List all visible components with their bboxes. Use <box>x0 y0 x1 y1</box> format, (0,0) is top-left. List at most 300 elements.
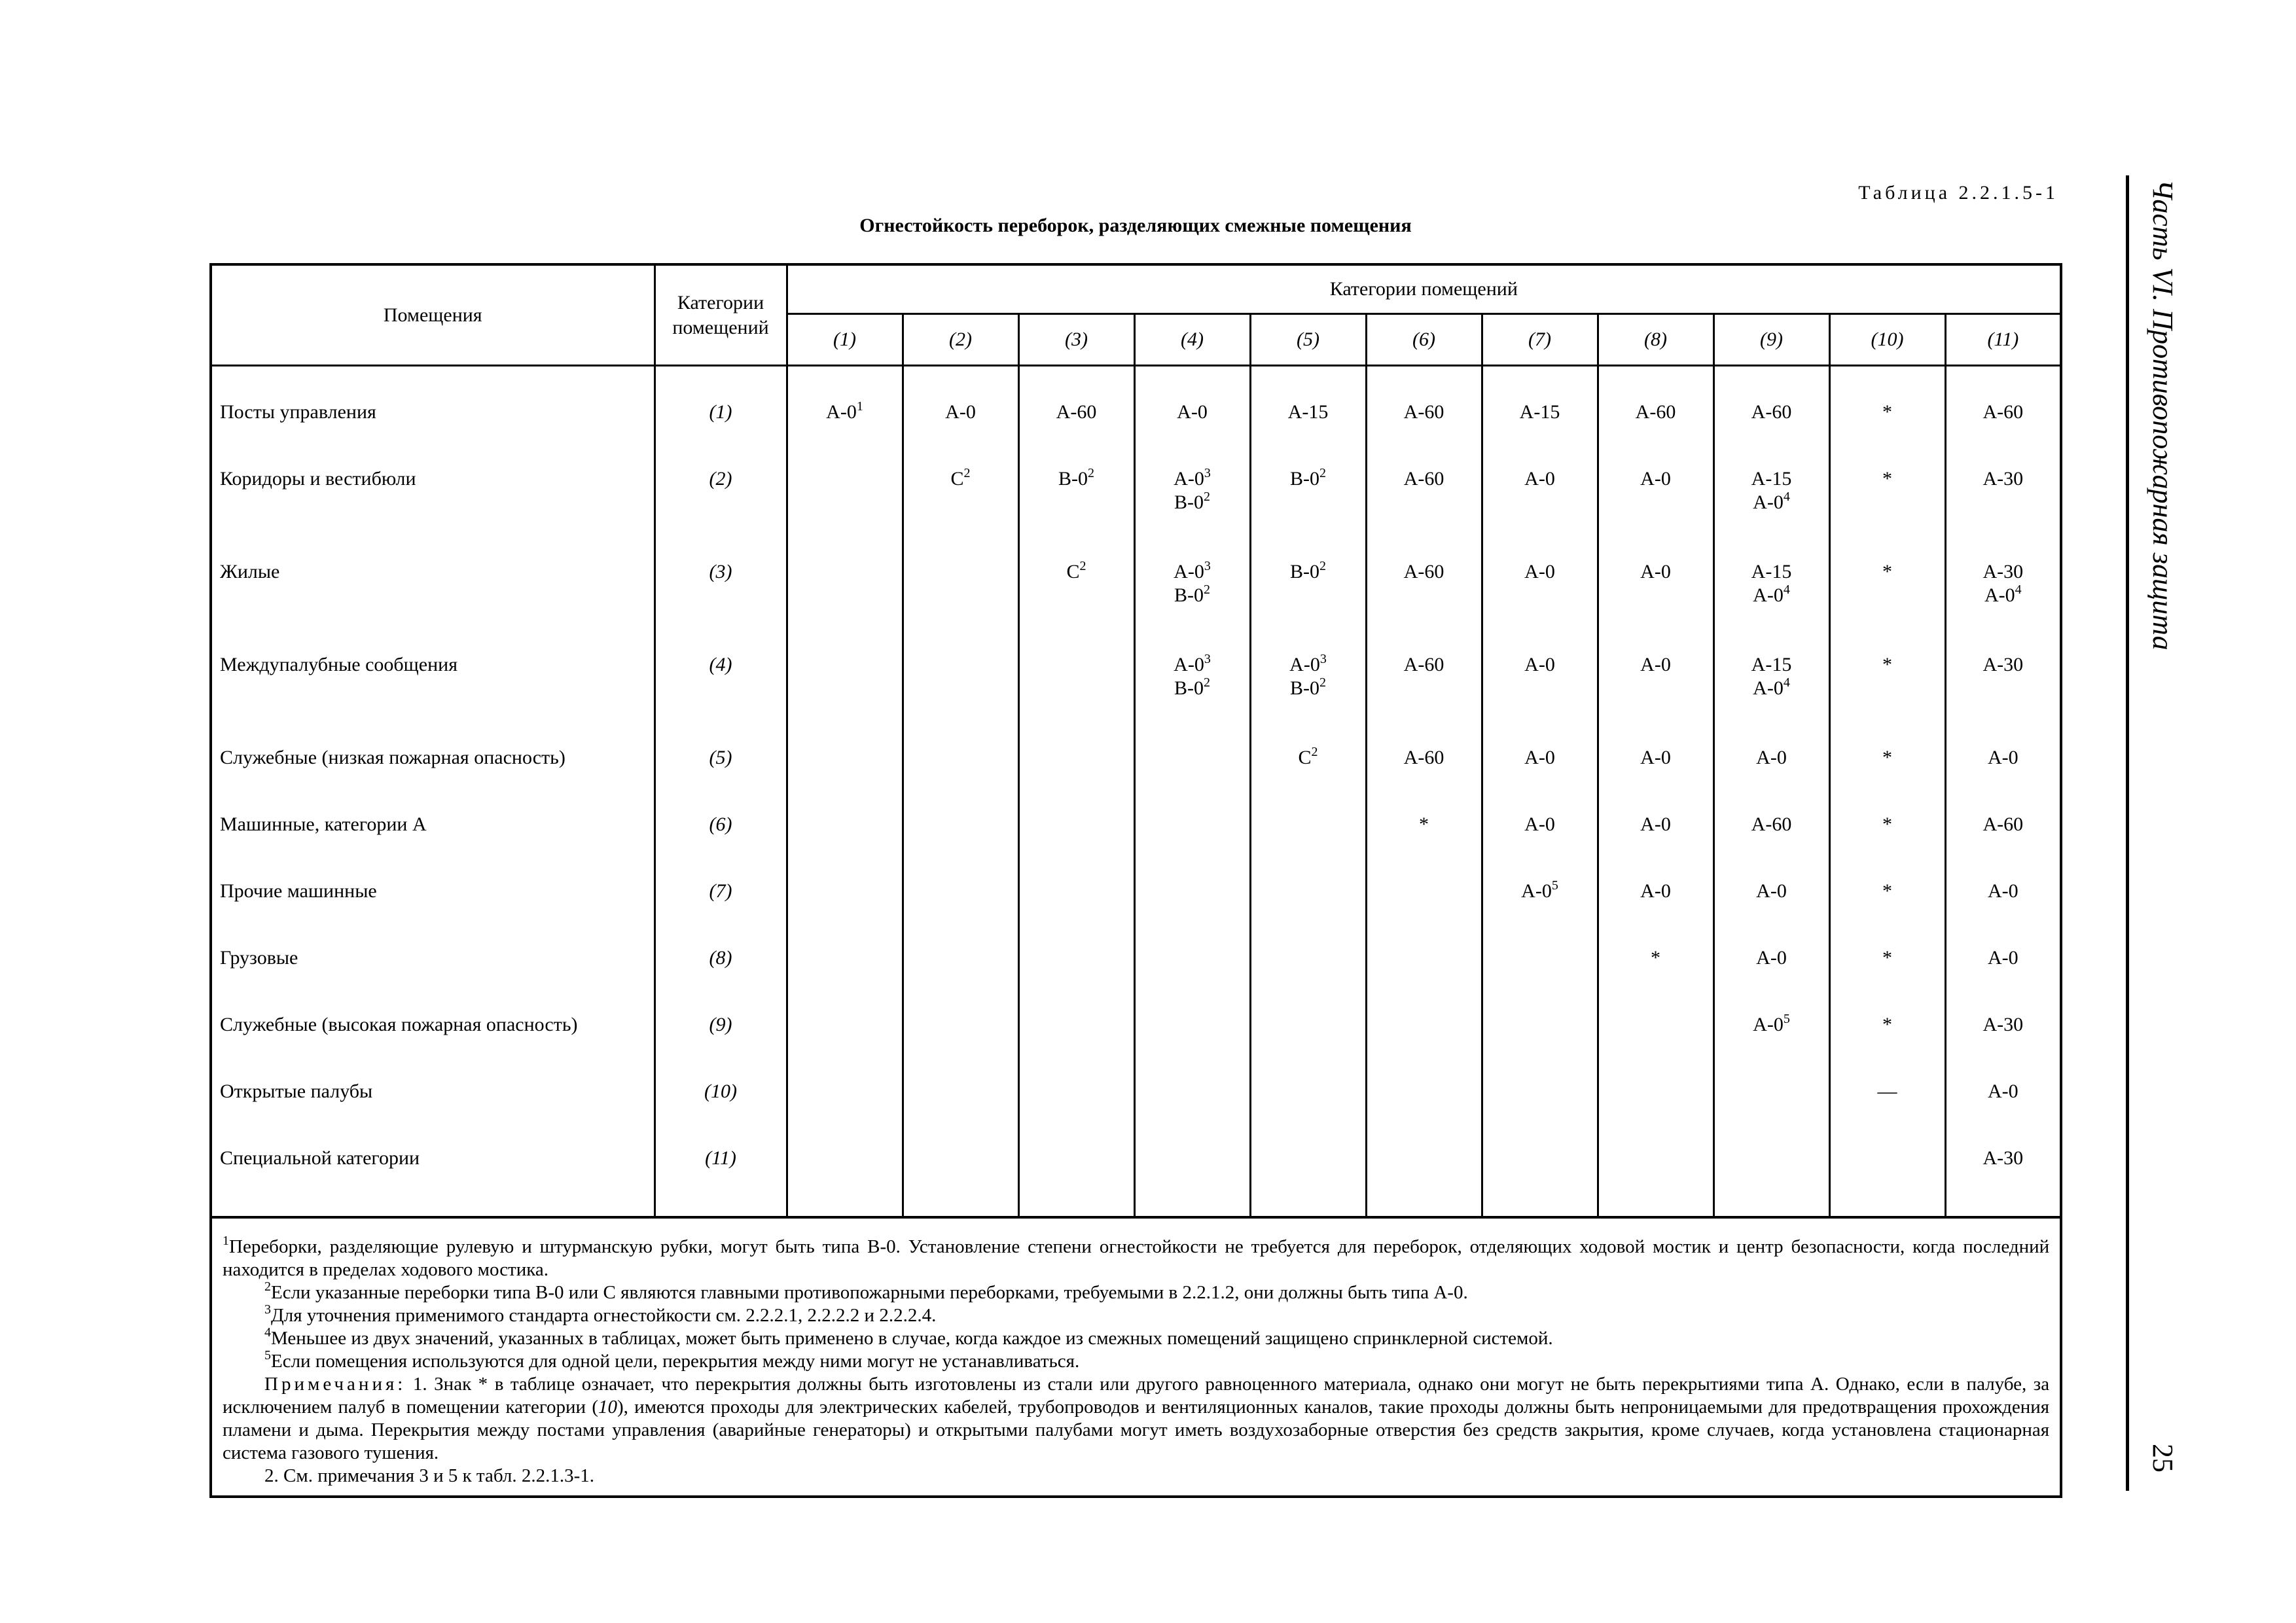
cell-value: * <box>1419 813 1429 835</box>
table-cell <box>1250 546 1366 639</box>
cell-value: * <box>1882 813 1892 835</box>
table-cell <box>1134 932 1250 999</box>
footnote-ref: 5 <box>1783 1012 1790 1026</box>
cell-value-line <box>1020 467 1134 491</box>
cell-value-line <box>1599 401 1713 424</box>
column-header: (3) <box>1018 314 1134 366</box>
column-header: (9) <box>1713 314 1829 366</box>
cell-value: А-30 <box>1982 654 2024 675</box>
table-cell <box>1713 865 1829 932</box>
room-name: Междупалубные сообщения <box>211 639 655 732</box>
table-cell <box>1018 1132 1134 1217</box>
cell-value: А-60 <box>1982 813 2024 835</box>
table-cell <box>1134 865 1250 932</box>
footnote-ref: 2 <box>1319 559 1326 573</box>
table-cell <box>1250 932 1366 999</box>
cell-value: А-30 <box>1982 561 2024 582</box>
table-cell <box>1018 639 1134 732</box>
table-cell <box>1366 798 1482 865</box>
cell-value: А-0 <box>1289 654 1320 675</box>
cell-value: В-0 <box>1174 584 1204 606</box>
table-cell <box>1598 546 1713 639</box>
table-cell <box>1134 546 1250 639</box>
table-cell <box>1713 1065 1829 1132</box>
column-header: (11) <box>1945 314 2061 366</box>
table-cell <box>1482 366 1598 454</box>
table-cell <box>1598 999 1713 1065</box>
cell-value: С <box>1298 747 1312 768</box>
footnote-ref: 1 <box>856 399 863 414</box>
cell-value: А-0 <box>1640 747 1671 768</box>
cell-value-line <box>1715 746 1829 770</box>
table-cell <box>787 1132 903 1217</box>
table-cell <box>903 732 1018 798</box>
cell-value-line <box>904 467 1018 491</box>
footnote-1-mark: 1 <box>223 1234 229 1248</box>
cell-value: А-60 <box>1403 747 1444 768</box>
cell-value: А-15 <box>1287 401 1329 423</box>
cell-value: А-0 <box>1524 561 1555 582</box>
cell-value-line <box>1715 653 1829 677</box>
room-name: Служебные (высокая пожарная опасность) <box>211 999 655 1065</box>
cell-value: А-0 <box>1174 561 1204 582</box>
table-cell <box>1482 932 1598 999</box>
column-header: (4) <box>1134 314 1250 366</box>
table-cell <box>1134 1065 1250 1132</box>
cell-value: А-60 <box>1056 401 1097 423</box>
footnote-ref: 2 <box>1319 466 1326 480</box>
footnote-ref: 5 <box>1551 878 1558 893</box>
cell-value-line <box>1946 560 2060 584</box>
cell-value: А-0 <box>1640 468 1671 490</box>
table-cell <box>1482 865 1598 932</box>
footnote-4 <box>223 1327 2049 1350</box>
footnote-ref: 3 <box>1319 652 1327 666</box>
header-categories-group: Категории помещений <box>787 264 2061 314</box>
table-cell <box>1018 1065 1134 1132</box>
table-cell <box>1366 639 1482 732</box>
column-header: (10) <box>1829 314 1945 366</box>
cell-value-line <box>1946 1080 2060 1103</box>
running-header <box>2132 175 2185 651</box>
cell-value-line <box>1946 401 2060 424</box>
cell-value: А-60 <box>1751 813 1792 835</box>
cell-value-line <box>1367 467 1481 491</box>
cell-value-line <box>1946 653 2060 677</box>
column-header: (5) <box>1250 314 1366 366</box>
table-cell <box>1598 732 1713 798</box>
table-cell <box>1250 1065 1366 1132</box>
table-cell <box>1482 546 1598 639</box>
side-rule <box>2126 175 2129 1491</box>
cell-value: А-60 <box>1751 401 1792 423</box>
cell-value-line <box>1715 1013 1829 1037</box>
cell-value: А-30 <box>1982 1014 2024 1035</box>
cell-value: А-0 <box>1524 468 1555 490</box>
remark-1-part-b: ), имеются проходы для электрических кабелей, трубопроводов и вентиляционных каналов, такие проходы должны быть непроницаемыми для предотвращения прохождения пламени и дыма. Перекрытия между постами управления (аварийные генераторы) и открытыми палубами могут иметь воздухозаборные отверстия без средств закрытия, кроме случаев, когда установлена стационарная система газового тушения. <box>223 1397 2050 1463</box>
table-cell <box>1713 1132 1829 1217</box>
cell-value-line <box>1136 677 1249 700</box>
cell-value-line <box>1946 584 2060 607</box>
footnote-ref: 4 <box>2015 582 2022 597</box>
cell-value: * <box>1882 468 1892 490</box>
table-cell <box>903 639 1018 732</box>
cell-value-line <box>1136 560 1249 584</box>
cell-value: В-0 <box>1290 561 1319 582</box>
cell-value-line <box>1251 401 1365 424</box>
table-cell <box>1945 865 2061 932</box>
cell-value-line <box>1946 467 2060 491</box>
room-category: (11) <box>655 1132 787 1217</box>
table-cell <box>1598 1065 1713 1132</box>
table-cell <box>1713 798 1829 865</box>
room-name: Жилые <box>211 546 655 639</box>
footnote-2-text: Если указанные переборки типа В-0 или С являются главными противопожарными переборками, требуемыми в 2.2.1.2, они должны быть типа А-0. <box>271 1282 1468 1303</box>
remark-1-part-a: 1. Знак * в таблице означает, что перекрытия должны быть изготовлены из стали или другого равноценного материала, однако они могут не быть перекрытиями типа А. Однако, если в палубе, за исключением палуб в помещении категории ( <box>223 1374 2050 1418</box>
footnote-ref: 4 <box>1783 490 1790 504</box>
table-cell <box>1250 639 1366 732</box>
table-row <box>211 1065 2061 1132</box>
table-cell <box>1713 546 1829 639</box>
table-cell <box>1366 366 1482 454</box>
column-header: (1) <box>787 314 903 366</box>
table-cell <box>1713 366 1829 454</box>
cell-value-line <box>1715 584 1829 607</box>
table-cell <box>1829 865 1945 932</box>
table-cell <box>1366 1065 1482 1132</box>
table-cell <box>1829 1065 1945 1132</box>
column-header: (2) <box>903 314 1018 366</box>
cell-value-line <box>1367 560 1481 584</box>
room-name: Служебные (низкая пожарная опасность) <box>211 732 655 798</box>
table-cell <box>787 932 903 999</box>
cell-value-line <box>1831 467 1945 491</box>
header-rooms: Помещения <box>211 264 655 366</box>
cell-value-line <box>1483 401 1597 424</box>
table-row <box>211 999 2061 1065</box>
cell-value: А-0 <box>1524 747 1555 768</box>
table-cell <box>787 453 903 546</box>
room-category: (2) <box>655 453 787 546</box>
table-cell <box>1598 639 1713 732</box>
remark-2: 2. См. примечания 3 и 5 к табл. 2.2.1.3-1. <box>264 1465 594 1486</box>
table-cell <box>1134 639 1250 732</box>
footnote-3 <box>223 1304 2049 1327</box>
room-name: Коридоры и вестибюли <box>211 453 655 546</box>
table-cell <box>1018 865 1134 932</box>
cell-value: А-0 <box>1987 947 2018 969</box>
table-cell <box>787 639 903 732</box>
cell-value: А-0 <box>826 401 857 423</box>
cell-value-line <box>1020 560 1134 584</box>
table-cell <box>1482 999 1598 1065</box>
column-header: (8) <box>1598 314 1713 366</box>
cell-value-line <box>1946 746 2060 770</box>
header-room-category <box>655 264 787 366</box>
table-cell <box>1134 1132 1250 1217</box>
page-number-text: 25 <box>2147 1444 2179 1472</box>
cell-value-line <box>1367 653 1481 677</box>
table-cell <box>1134 999 1250 1065</box>
table-cell <box>1945 546 2061 639</box>
column-header: (7) <box>1482 314 1598 366</box>
cell-value-line <box>1599 560 1713 584</box>
cell-value: А-0 <box>1640 880 1671 902</box>
table-cell <box>1482 1132 1598 1217</box>
table-cell <box>1134 798 1250 865</box>
table-cell <box>787 999 903 1065</box>
cell-value: * <box>1882 1014 1892 1035</box>
table-cell <box>1018 366 1134 454</box>
footnote-2-mark: 2 <box>264 1279 271 1294</box>
footnote-ref: 4 <box>1783 582 1790 597</box>
table-row <box>211 932 2061 999</box>
room-category: (10) <box>655 1065 787 1132</box>
table-cell <box>1018 453 1134 546</box>
footnote-ref: 2 <box>1204 675 1210 690</box>
table-cell <box>1250 453 1366 546</box>
cell-value: С <box>950 468 964 490</box>
table-cell <box>903 366 1018 454</box>
footnote-ref: 2 <box>1088 466 1094 480</box>
cell-value-line <box>1715 467 1829 491</box>
cell-value: * <box>1882 947 1892 969</box>
table-cell <box>903 798 1018 865</box>
cell-value: А-60 <box>1403 401 1444 423</box>
cell-value-line <box>1831 746 1945 770</box>
room-category: (1) <box>655 366 787 454</box>
cell-value: А-0 <box>945 401 976 423</box>
cell-value: А-0 <box>1174 468 1204 490</box>
cell-value-line <box>1251 467 1365 491</box>
table-cell <box>1018 546 1134 639</box>
table-cell <box>787 732 903 798</box>
cell-value-line <box>1946 880 2060 903</box>
table-cell <box>1250 732 1366 798</box>
cell-value-line <box>1251 746 1365 770</box>
cell-value: А-0 <box>1753 491 1784 513</box>
room-name: Грузовые <box>211 932 655 999</box>
cell-value-line <box>1136 653 1249 677</box>
footnote-5-text: Если помещения используются для одной цели, перекрытия между ними могут не устанавливаться. <box>271 1351 1080 1372</box>
cell-value-line <box>1599 467 1713 491</box>
cell-value-line <box>1483 467 1597 491</box>
table-cell <box>1598 798 1713 865</box>
header-room-category-line1: Категории <box>677 291 764 313</box>
cell-value-line <box>1136 401 1249 424</box>
cell-value: А-15 <box>1751 654 1792 675</box>
footnote-2 <box>223 1281 2049 1304</box>
footnote-ref: 2 <box>1079 559 1086 573</box>
cell-value-line <box>1715 491 1829 514</box>
table-cell <box>1598 366 1713 454</box>
cell-value: А-0 <box>1987 1080 2018 1102</box>
cell-value-line <box>1367 813 1481 836</box>
cell-value-line <box>1946 813 2060 836</box>
table-cell <box>1713 639 1829 732</box>
cell-value-line <box>1715 880 1829 903</box>
cell-value: А-0 <box>1756 747 1787 768</box>
table-cell <box>1829 546 1945 639</box>
cell-value-line <box>1831 1080 1945 1103</box>
footnote-ref: 3 <box>1204 652 1211 666</box>
table-number: Таблица 2.2.1.5-1 <box>1858 182 2058 204</box>
cell-value-line <box>1599 653 1713 677</box>
cell-value-line <box>1483 880 1597 903</box>
cell-value-line <box>1367 746 1481 770</box>
remark-1-category: 10 <box>598 1397 617 1418</box>
room-category: (4) <box>655 639 787 732</box>
table-row <box>211 798 2061 865</box>
cell-value-line <box>1020 401 1134 424</box>
cell-value-line <box>1483 813 1597 836</box>
table-cell <box>1829 798 1945 865</box>
cell-value: В-0 <box>1174 491 1204 513</box>
table-cell <box>1713 732 1829 798</box>
cell-value-line <box>1831 946 1945 970</box>
cell-value-line <box>1946 1147 2060 1170</box>
cell-value: В-0 <box>1174 677 1204 699</box>
cell-value-line <box>1136 467 1249 491</box>
table-cell <box>1018 932 1134 999</box>
table-cell <box>1945 798 2061 865</box>
table-cell <box>1366 932 1482 999</box>
table-cell <box>1829 453 1945 546</box>
cell-value: А-0 <box>1756 880 1787 902</box>
cell-value: А-60 <box>1635 401 1676 423</box>
table-cell <box>1018 999 1134 1065</box>
cell-value: В-0 <box>1290 677 1319 699</box>
table-cell <box>1829 732 1945 798</box>
table-cell <box>1482 1065 1598 1132</box>
table-cell <box>1598 453 1713 546</box>
cell-value-line <box>1831 813 1945 836</box>
table-cell <box>1945 999 2061 1065</box>
cell-value: С <box>1066 561 1080 582</box>
cell-value: А-15 <box>1751 561 1792 582</box>
table-cell <box>1482 453 1598 546</box>
cell-value: А-0 <box>1640 654 1671 675</box>
table-cell <box>903 453 1018 546</box>
table-cell <box>787 798 903 865</box>
table-cell <box>1945 1132 2061 1217</box>
table-row <box>211 639 2061 732</box>
cell-value: А-0 <box>1753 584 1784 606</box>
cell-value-line <box>1831 1013 1945 1037</box>
table-cell <box>787 1065 903 1132</box>
cell-value-line <box>1946 1013 2060 1037</box>
column-header: (6) <box>1366 314 1482 366</box>
cell-value: — <box>1877 1080 1897 1102</box>
footnote-4-mark: 4 <box>264 1325 271 1340</box>
cell-value-line <box>1367 401 1481 424</box>
cell-value: * <box>1882 747 1892 768</box>
room-name: Прочие машинные <box>211 865 655 932</box>
cell-value: * <box>1882 401 1892 423</box>
cell-value: А-60 <box>1982 401 2024 423</box>
cell-value-line <box>1251 653 1365 677</box>
table-cell <box>1829 999 1945 1065</box>
cell-value-line <box>1599 813 1713 836</box>
header-room-category-line2: помещений <box>672 316 769 338</box>
cell-value: А-0 <box>1753 677 1784 699</box>
table-row <box>211 453 2061 546</box>
table-cell <box>1482 639 1598 732</box>
cell-value-line <box>1715 560 1829 584</box>
table-cell <box>1598 1132 1713 1217</box>
cell-value: А-0 <box>1177 401 1208 423</box>
table-cell <box>1829 639 1945 732</box>
room-category: (3) <box>655 546 787 639</box>
room-category: (8) <box>655 932 787 999</box>
footnote-ref: 4 <box>1783 675 1790 690</box>
cell-value: А-0 <box>1640 561 1671 582</box>
cell-value-line <box>1136 584 1249 607</box>
table-cell <box>1250 366 1366 454</box>
table-cell <box>1366 546 1482 639</box>
table-cell <box>787 546 903 639</box>
table-cell <box>903 932 1018 999</box>
table-cell <box>1829 1132 1945 1217</box>
table-cell <box>1945 732 2061 798</box>
cell-value: А-0 <box>1521 880 1552 902</box>
table-cell <box>1482 732 1598 798</box>
room-category: (9) <box>655 999 787 1065</box>
cell-value-line <box>1715 813 1829 836</box>
cell-value-line <box>1831 560 1945 584</box>
table-cell <box>1366 453 1482 546</box>
table-row <box>211 546 2061 639</box>
cell-value: А-15 <box>1751 468 1792 490</box>
table-cell <box>1250 798 1366 865</box>
cell-value-line <box>1831 401 1945 424</box>
cell-value: А-0 <box>1640 813 1671 835</box>
cell-value-line <box>1599 746 1713 770</box>
cell-value: * <box>1651 947 1660 969</box>
cell-value: В-0 <box>1058 468 1088 490</box>
table-cell <box>1945 932 2061 999</box>
table-cell <box>1366 865 1482 932</box>
table-cell <box>1250 865 1366 932</box>
cell-value: А-0 <box>1174 654 1204 675</box>
table-cell <box>1366 1132 1482 1217</box>
table-cell <box>1018 798 1134 865</box>
table-cell <box>1945 366 2061 454</box>
cell-value-line <box>1136 491 1249 514</box>
footnote-3-text: Для уточнения применимого стандарта огнестойкости см. 2.2.2.1, 2.2.2.2 и 2.2.2.4. <box>271 1305 937 1326</box>
table-cell <box>1482 798 1598 865</box>
table-notes <box>211 1217 2061 1497</box>
cell-value: А-0 <box>1984 584 2015 606</box>
table-cell <box>1713 932 1829 999</box>
table-cell <box>1366 732 1482 798</box>
footnote-1-text: Переборки, разделяющие рулевую и штурманскую рубки, могут быть типа В-0. Установление степени огнестойкости не требуется для переборок, отделяющих ходовой мостик и центр безопасности, когда последний находится в пределах ходового мостика. <box>223 1236 2050 1280</box>
footnote-5 <box>223 1350 2049 1373</box>
table-cell <box>1713 999 1829 1065</box>
cell-value: * <box>1882 654 1892 675</box>
footnote-4-text: Меньшее из двух значений, указанных в таблицах, может быть применено в случае, когда каждое из смежных помещений защищено спринклерной системой. <box>271 1328 1553 1349</box>
cell-value-line <box>1483 653 1597 677</box>
cell-value: А-30 <box>1982 468 2024 490</box>
cell-value-line <box>1483 560 1597 584</box>
cell-value: * <box>1882 880 1892 902</box>
cell-value-line <box>788 401 902 424</box>
table-row <box>211 865 2061 932</box>
table-cell <box>1713 453 1829 546</box>
footnote-5-mark: 5 <box>264 1348 271 1363</box>
cell-value-line <box>1715 401 1829 424</box>
cell-value: А-0 <box>1524 813 1555 835</box>
